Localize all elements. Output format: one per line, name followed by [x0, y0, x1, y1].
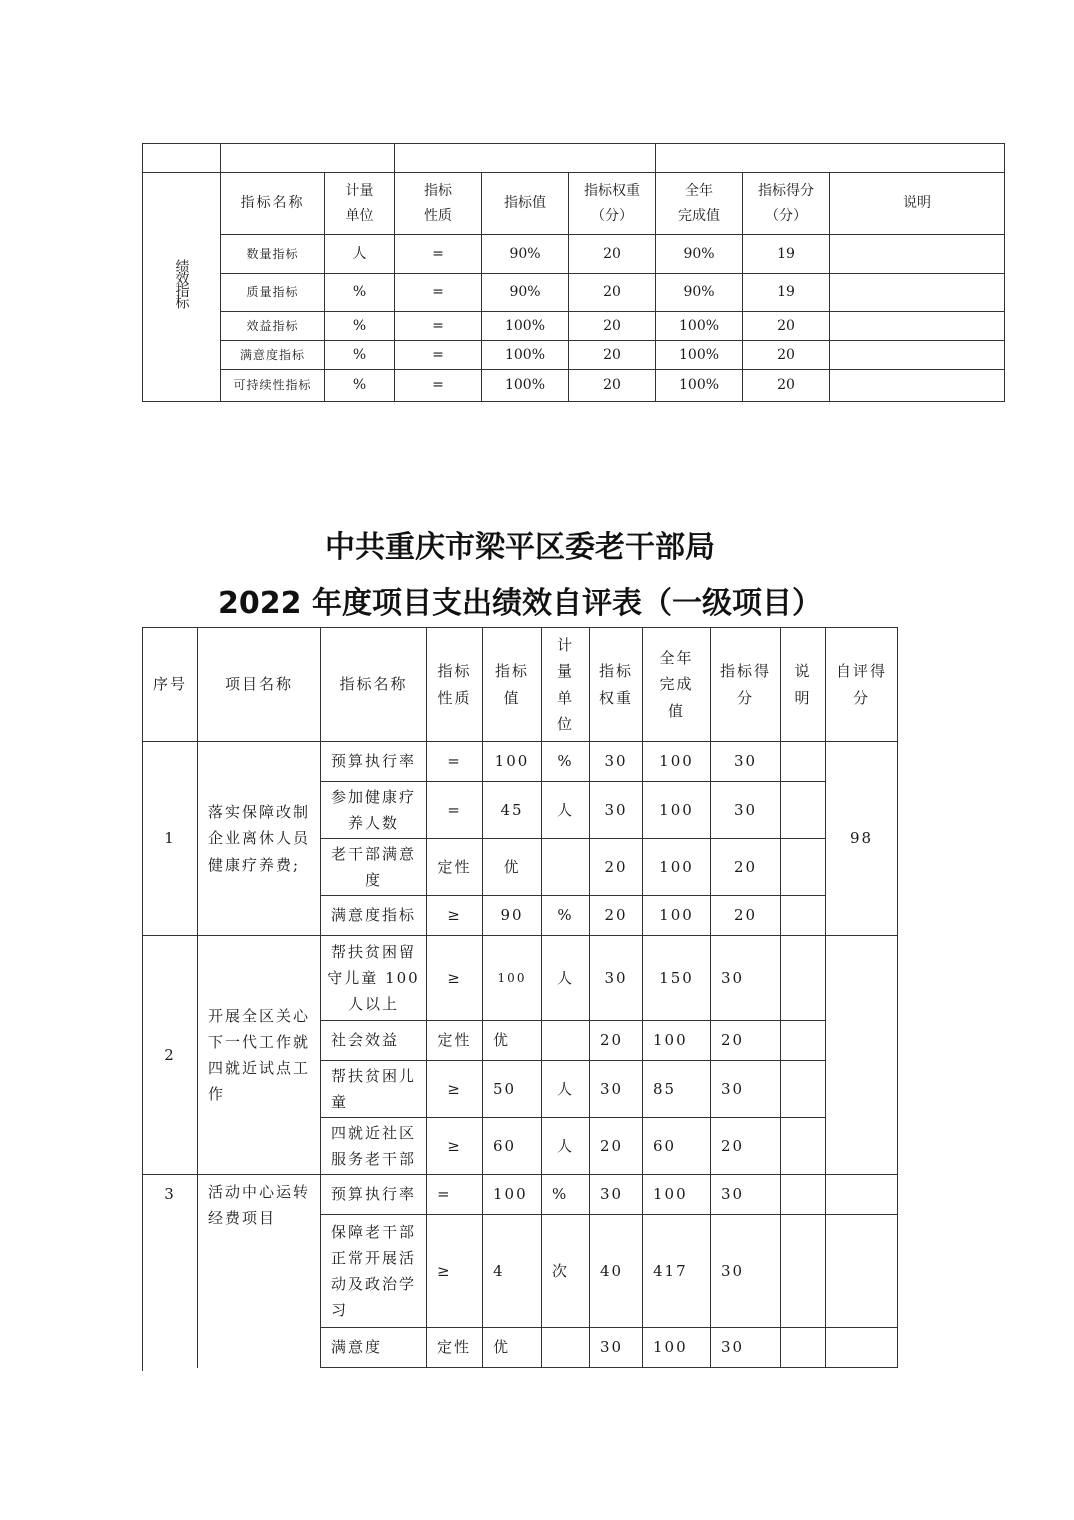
- table-header-row: [143, 173, 1005, 235]
- table-row: 2 开展全区关心 下一代工作就 四就近试点工 作 帮扶贫困留 守儿童 100 人以上 ≥ 100 人 30 150 30: [143, 936, 898, 1021]
- project-name: 活动中心运转 经费项目: [198, 1175, 321, 1368]
- header-cell: 全年 完成 值: [643, 628, 711, 742]
- table-row: 社会效益 定性 优 20 100 20: [143, 1021, 898, 1061]
- header-cell: 指标名称: [221, 173, 325, 235]
- table-row: 满意度 定性 优 30 100 30: [143, 1328, 898, 1368]
- header-cell: 指标得 分: [711, 628, 781, 742]
- header-cell: 计 量 单 位: [542, 628, 590, 742]
- header-cell: 指标 权重: [590, 628, 643, 742]
- header-cell: 指标权重 （分）: [569, 173, 656, 235]
- page-subtitle: 2022 年度项目支出绩效自评表（一级项目）: [218, 586, 822, 621]
- table-row: 可持续性指标 % = 100% 20 100% 20: [143, 370, 1005, 402]
- project-seq: 2: [143, 936, 198, 1175]
- table-row: 效益指标 % = 100% 20 100% 20: [143, 312, 1005, 341]
- header-cell: 说 明: [781, 628, 826, 742]
- project-name: 落实保障改制 企业离休人员 健康疗养费;: [198, 742, 321, 936]
- row-group-label: 绩效指标: [173, 258, 190, 307]
- header-cell: 计量 单位: [325, 173, 395, 235]
- table-row: 1 落实保障改制 企业离休人员 健康疗养费; 预算执行率 = 100 % 30 100 30 98: [143, 742, 898, 782]
- header-cell: 自评得 分: [826, 628, 898, 742]
- table-row: 满意度指标 % = 100% 20 100% 20: [143, 341, 1005, 370]
- header-cell: 项目名称: [198, 628, 321, 742]
- table-row: 四就近社区 服务老干部 ≥ 60 人 20 60 20: [143, 1118, 898, 1175]
- header-cell: 指标名称: [321, 628, 427, 742]
- table-row: 满意度指标 ≥ 90 % 20 100 20: [143, 896, 898, 936]
- header-cell: 指标 值: [483, 628, 542, 742]
- performance-indicator-table: [142, 143, 1005, 402]
- self-evaluation-table: [142, 627, 898, 1368]
- page-title: 中共重庆市梁平区委老干部局: [325, 530, 715, 565]
- table-row: 3 活动中心运转 经费项目 预算执行率 = 100 % 30 100 30: [143, 1175, 898, 1215]
- header-cell: 说明: [830, 173, 1005, 235]
- table-row: 数量指标 人 = 90% 20 90% 19: [143, 235, 1005, 274]
- header-cell: 指标值: [482, 173, 569, 235]
- table-row: [143, 144, 1005, 173]
- header-cell: 全年 完成值: [656, 173, 743, 235]
- header-cell: 指标 性质: [395, 173, 482, 235]
- table-row: 质量指标 % = 90% 20 90% 19: [143, 274, 1005, 312]
- self-score: [826, 936, 898, 1175]
- project-seq: 1: [143, 742, 198, 936]
- project-seq: 3: [143, 1175, 198, 1368]
- table-header-row: [143, 628, 898, 742]
- table-row: 保障老干部 正常开展活 动及政治学 习 ≥ 4 次 40 417 30: [143, 1215, 898, 1328]
- header-cell: 指标 性质: [427, 628, 483, 742]
- project-name: 开展全区关心 下一代工作就 四就近试点工 作: [198, 936, 321, 1175]
- header-cell: 指标得分 （分）: [743, 173, 830, 235]
- table-continuation-mark: [142, 1368, 144, 1371]
- self-score: 98: [826, 742, 898, 936]
- table-row: 帮扶贫困儿 童 ≥ 50 人 30 85 30: [143, 1061, 898, 1118]
- table-row: 参加健康疗 养人数 = 45 人 30 100 30: [143, 782, 898, 839]
- header-cell: 序号: [143, 628, 198, 742]
- table-row: 老干部满意 度 定性 优 20 100 20: [143, 839, 898, 896]
